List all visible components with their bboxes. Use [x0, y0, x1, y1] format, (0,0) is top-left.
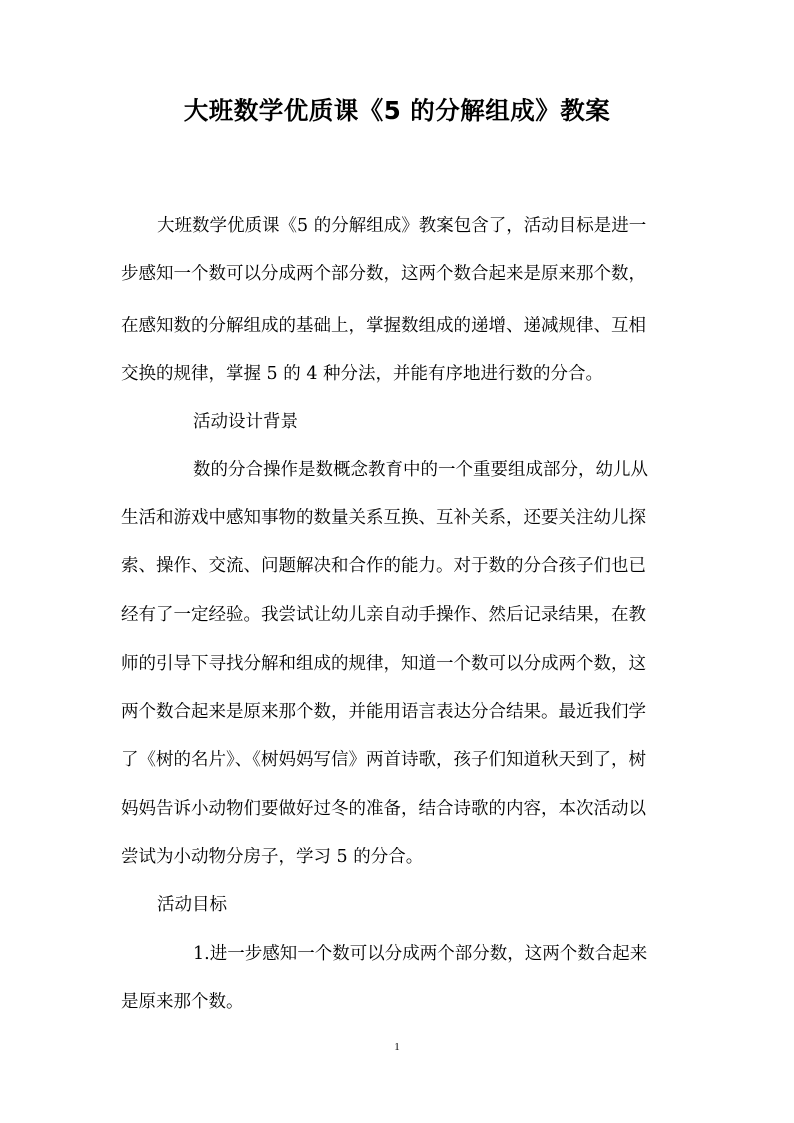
text-line: 是原来那个数。 — [121, 992, 244, 1012]
text-line: 索、操作、交流、问题解决和合作的能力。对于数的分合孩子们也已 — [121, 556, 646, 576]
section-heading: 活动目标 — [157, 895, 227, 915]
text-line: 经有了一定经验。我尝试让幼儿亲自动手操作、然后记录结果，在教 — [121, 605, 646, 625]
text-line: 妈妈告诉小动物们要做好过冬的准备，结合诗歌的内容，本次活动以 — [121, 799, 646, 819]
text-line: 师的引导下寻找分解和组成的规律，知道一个数可以分成两个数，这 — [121, 654, 646, 674]
text-line: 在感知数的分解组成的基础上，掌握数组成的递增、递减规律、互相 — [121, 316, 646, 336]
document-title: 大班数学优质课《5 的分解组成》教案 — [183, 96, 611, 125]
text-line: 数的分合操作是数概念教育中的一个重要组成部分，幼儿从 — [193, 460, 648, 480]
text-line: 尝试为小动物分房子，学习 5 的分合。 — [121, 847, 424, 867]
page-number: 1 — [394, 1041, 400, 1053]
text-line: 步感知一个数可以分成两个部分数，这两个数合起来是原来那个数， — [121, 264, 646, 284]
text-line: 交换的规律，掌握 5 的 4 种分法，并能有序地进行数的分合。 — [121, 364, 604, 384]
text-line: 了《树的名片》、《树妈妈写信》两首诗歌，孩子们知道秋天到了，树 — [121, 750, 646, 770]
text-line: 生活和游戏中感知事物的数量关系互换、互补关系，还要关注幼儿探 — [121, 508, 646, 528]
text-line: 大班数学优质课《5 的分解组成》教案包含了，活动目标是进一 — [157, 216, 647, 236]
text-line: 1.进一步感知一个数可以分成两个部分数，这两个数合起来 — [193, 944, 648, 964]
text-line: 两个数合起来是原来那个数，并能用语言表达分合结果。最近我们学 — [121, 702, 646, 722]
section-heading: 活动设计背景 — [193, 412, 298, 432]
